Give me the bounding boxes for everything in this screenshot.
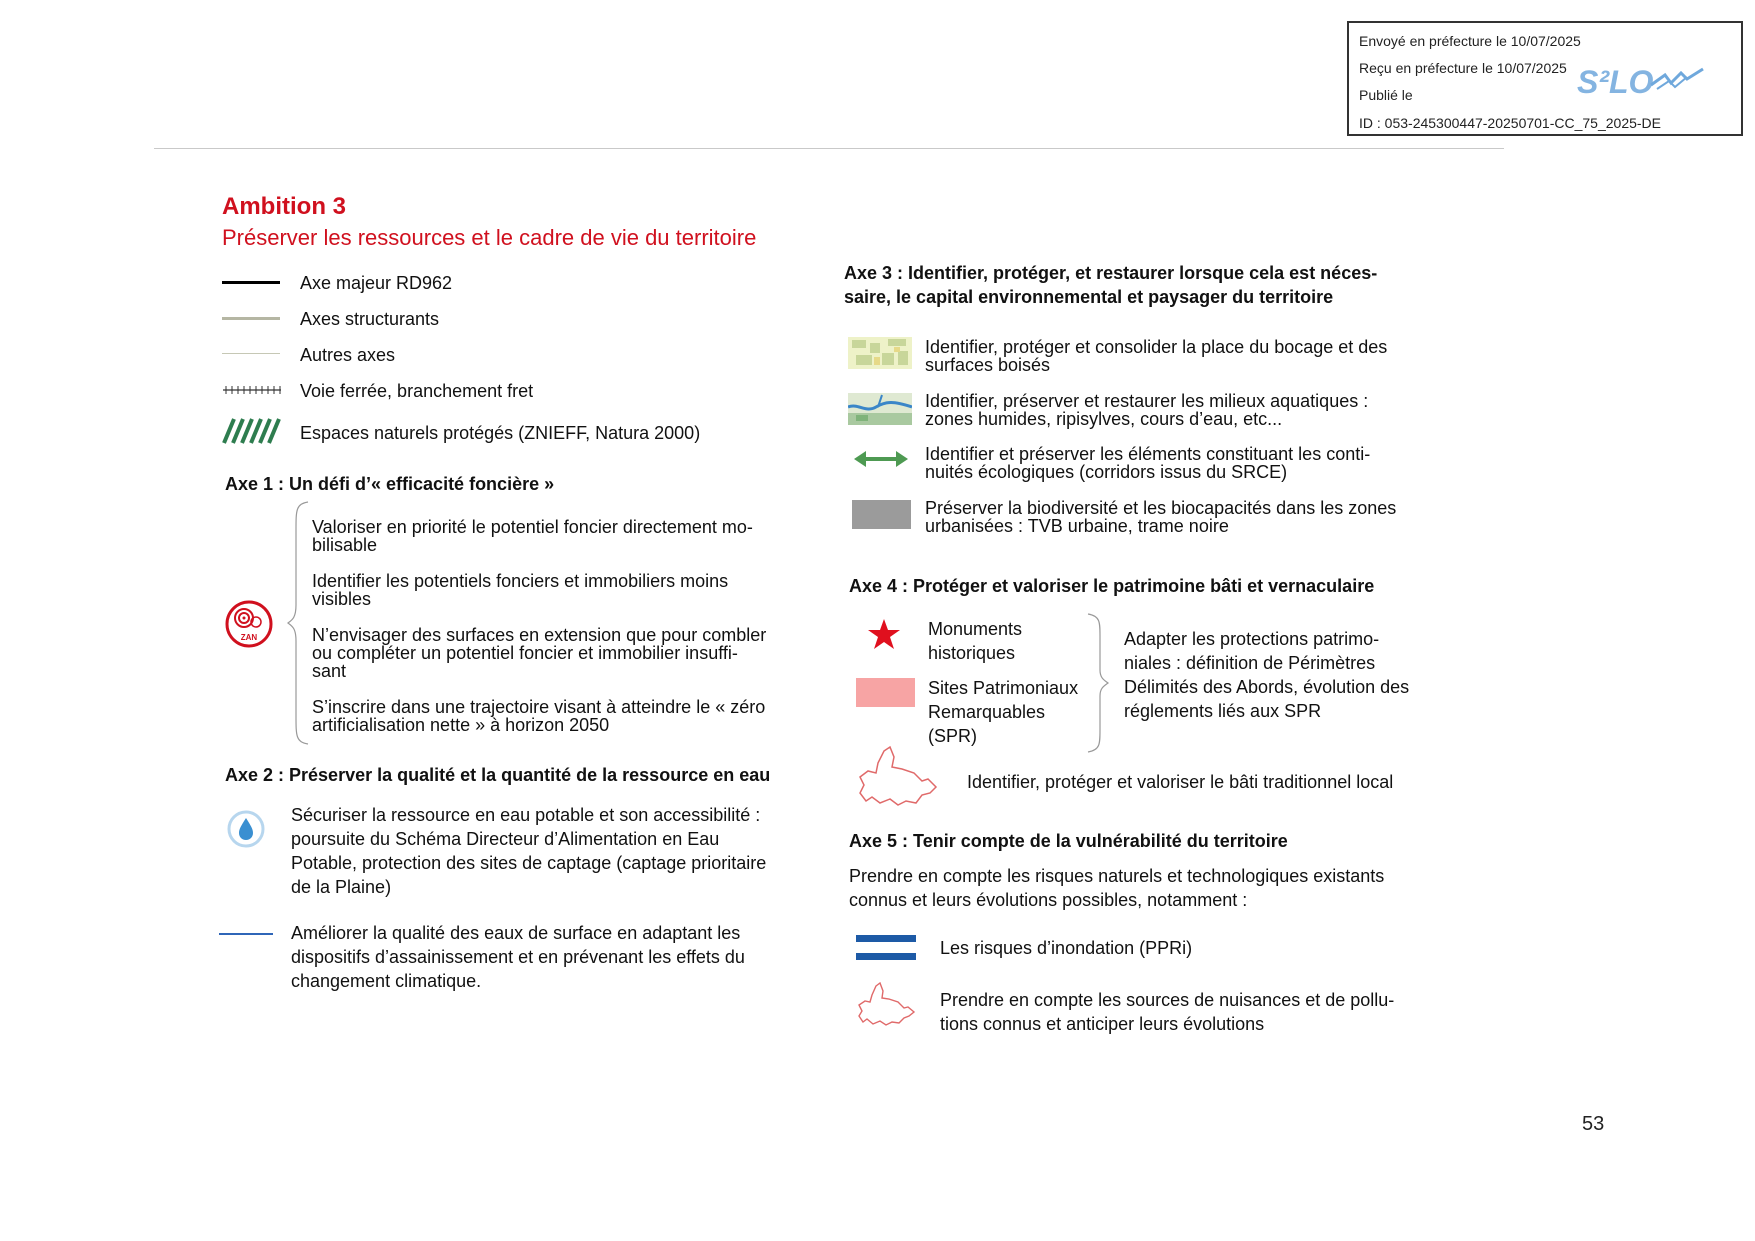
axe4-brace [1086,612,1110,754]
espaces-naturels-label: Espaces naturels protégés (ZNIEFF, Natura 2000) [300,423,701,443]
axe3-item-4 [925,499,1427,535]
axe2-item-2-line-1: Améliorer la qualité des eaux de surface en adaptant les [291,923,741,943]
axe5-intro [849,864,1449,912]
axe2-item-2 [291,921,803,993]
axe-majeur-label: Axe majeur RD962 [300,273,453,293]
ambition-subtitle: Préserver les ressources et le cadre de vie du territoire [222,225,757,250]
axe1-item-4-line-1: S’inscrire dans une trajectoire visant à atteindre le « zéro [312,697,766,717]
green-hatch-icon [222,418,282,444]
page-number: 53 [1582,1113,1605,1135]
zan-icon-label: ZAN [240,633,258,642]
zan-target-icon [224,599,274,649]
nuisance-outline-icon [856,982,918,1026]
axes-structurants-line [222,317,280,320]
axe3-item-2-line-1: Identifier, préserver et restaurer les milieux aquatiques : [925,391,1369,411]
stamp-envoye: Envoyé en préfecture le 10/07/2025 [1359,33,1581,49]
axe5-intro-line-2: connus et leurs évolutions possibles, notamment : [849,890,1248,910]
spr-label [928,676,1078,748]
axe2-item-1-line-4: de la Plaine) [291,877,392,897]
water-drop-icon [226,809,266,849]
axe3-item-1-line-2: surfaces boisés [925,355,1051,375]
axe3-title-line-1: Axe 3 : Identifier, protéger, et restaurer lorsque cela est néces- [844,263,1378,283]
voie-ferree-label: Voie ferrée, branchement fret [300,381,534,401]
axe1-item-4-line-2: artificialisation nette » à horizon 2050 [312,715,610,735]
axe3-item-2-line-2: zones humides, ripisylves, cours d’eau, etc... [925,409,1283,429]
bati-label: Identifier, protéger et valoriser le bâti traditionnel local [967,772,1394,792]
axe1-title: Axe 1 : Un défi d’« efficacité foncière » [225,474,555,494]
axe3-item-3-line-2: nuités écologiques (corridors issus du SRCE) [925,462,1288,482]
axe1-item-3-line-2: ou compléter un potentiel foncier et immobilier insuffi- [312,643,738,663]
axe5-nuisances-line-2: tions connus et anticiper leurs évolutions [940,1014,1265,1034]
axe1-item-3 [312,626,797,680]
axe4-adapter [1124,627,1434,723]
axe4-adapter-line-1: Adapter les protections patrimo- [1124,629,1380,649]
axe5-nuisances-line-1: Prendre en compte les sources de nuisances et de pollu- [940,990,1395,1010]
territory-outline-icon [856,745,942,807]
spr-line-1: Sites Patrimoniaux [928,678,1079,698]
flood-risk-icon [856,935,916,960]
urban-grey-swatch [852,500,911,529]
axe2-item-1-line-3: Potable, protection des sites de captage (captage prioritaire [291,853,767,873]
axe3-title-line-2: saire, le capital environnemental et paysager du territoire [844,287,1334,307]
bocage-map-icon [848,337,912,369]
axe2-item-2-line-2: dispositifs d’assainissement et en prévenant les effets du [291,947,745,967]
axe2-item-1-line-2: poursuite du Schéma Directeur d’Alimentation en Eau [291,829,720,849]
railway-icon [222,384,282,396]
corridor-arrow-icon [852,448,910,470]
axe3-item-3 [925,445,1427,481]
axe1-item-3-line-1: N’envisager des surfaces en extension que pour combler [312,625,767,645]
red-star-icon [867,618,901,650]
axe1-item-3-line-3: sant [312,661,347,681]
axe3-item-2 [925,392,1427,428]
spr-line-2: Remarquables [928,702,1046,722]
axe2-item-1 [291,803,803,899]
spr-line-3: (SPR) [928,726,977,746]
axe3-item-3-line-1: Identifier et préserver les éléments constituant les conti- [925,444,1371,464]
spr-pink-swatch [856,678,915,707]
monuments-line-2: historiques [928,643,1016,663]
axe4-title: Axe 4 : Protéger et valoriser le patrimoine bâti et vernaculaire [849,576,1375,596]
axe1-item-2 [312,572,797,608]
inondation-label: Les risques d’inondation (PPRi) [940,938,1193,958]
stamp-publie: Publié le [1359,87,1413,103]
axe5-title: Axe 5 : Tenir compte de la vulnérabilité du territoire [849,831,1288,851]
axe1-brace [286,500,310,746]
autres-axes-line [222,353,280,354]
axe2-title: Axe 2 : Préserver la qualité et la quantité de la ressource en eau [225,765,771,785]
monuments-label [928,617,1022,665]
axe4-adapter-line-3: Délimités des Abords, évolution des [1124,677,1410,697]
axe2-item-1-line-1: Sécuriser la ressource en eau potable et son accessibilité : [291,805,761,825]
axe1-item-1-line-2: bilisable [312,535,378,555]
axe-majeur-line [222,281,280,284]
axe2-item-2-line-3: changement climatique. [291,971,482,991]
axe5-intro-line-1: Prendre en compte les risques naturels et technologiques existants [849,866,1385,886]
stamp-recu: Reçu en préfecture le 10/07/2025 [1359,60,1567,76]
monuments-line-1: Monuments [928,619,1023,639]
axe3-item-4-line-1: Préserver la biodiversité et les biocapacités dans les zones [925,498,1397,518]
axe1-item-4 [312,698,797,734]
axe3-item-4-line-2: urbanisées : TVB urbaine, trame noire [925,516,1229,536]
header-rule [154,148,1504,149]
blue-water-line [219,933,273,935]
stamp-id: ID : 053-245300447-20250701-CC_75_2025-DE [1359,115,1661,131]
ambition-title: Ambition 3 [222,193,346,220]
axe1-item-2-line-1: Identifier les potentiels fonciers et immobiliers moins [312,571,729,591]
axe1-item-1-line-1: Valoriser en priorité le potentiel foncier directement mo- [312,517,753,537]
axe3-title [844,261,1444,309]
prefecture-stamp [1347,21,1743,136]
axe4-adapter-line-4: réglements liés aux SPR [1124,701,1322,721]
axe1-item-2-line-2: visibles [312,589,372,609]
s2lo-logo [1577,61,1707,99]
s2lo-logo-text: S²LO [1577,64,1654,99]
axe3-item-1-line-1: Identifier, protéger et consolider la place du bocage et des [925,337,1388,357]
axes-structurants-label: Axes structurants [300,309,440,329]
aquatic-map-icon [848,393,912,425]
axe4-adapter-line-2: niales : définition de Périmètres [1124,653,1376,673]
autres-axes-label: Autres axes [300,345,396,365]
axe1-item-1 [312,518,797,554]
axe5-nuisances [940,988,1445,1036]
axe3-item-1 [925,338,1427,374]
